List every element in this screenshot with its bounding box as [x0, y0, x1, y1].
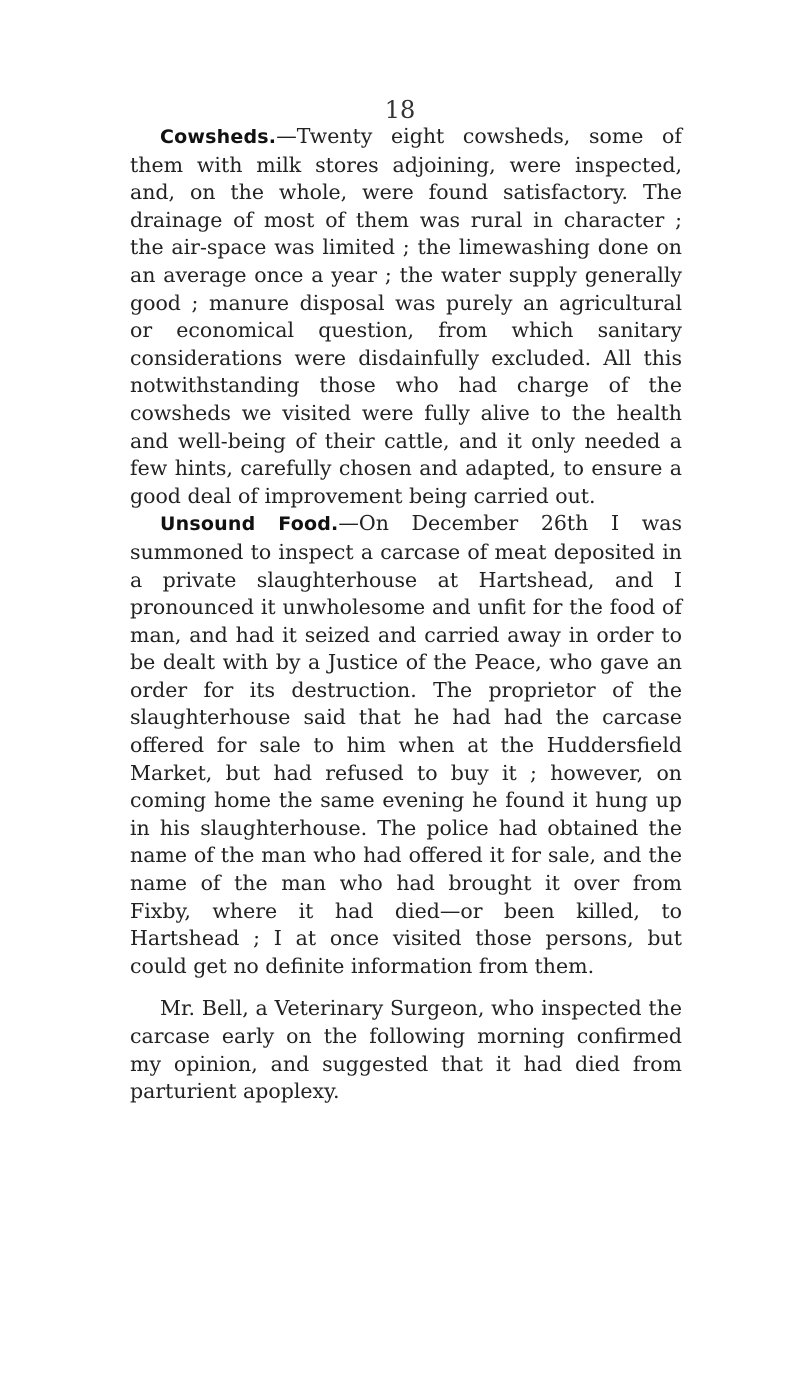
paragraph-text-unsound-food: —On December 26th I was summoned to inspect a carcase of meat deposited in a private slaughterhouse at Hartshead, and I pronounced it unwholesome and unfit for the food of man, and had it seized and carried away in order to be dealt with by a Justice of the Peace, who gave an order for its destruction. The proprietor of the slaughterhouse said that he had had the carcase offered for sale to him when at the Huddersfield Market, but had refused to buy it ; however, on coming home the same evening he found it hung up in his slaughterhouse. The police had obtained the name of the man who had offered it for sale, and the name of the man who had brought it over from Fixby, where it had died—or been killed, to Hartshead ; I at once visited those persons, but could get no definite information from them. — [130, 511, 682, 978]
body-text — [130, 123, 682, 1106]
paragraph-cowsheds — [130, 123, 682, 510]
section-heading-cowsheds: Cowsheds. — [160, 126, 277, 148]
paragraph-text-cowsheds: —Twenty eight cowsheds, some of them with milk stores adjoining, were inspected, and, on the whole, were found satisfactory. The drainage of most of them was rural in character ; the air-space was limited ; the limewashing done on an average once a year ; the water supply generally good ; manure disposal was purely an agricultural or economical question, from which sanitary considerations were disdainfully excluded. All this notwithstanding those who had charge of the cowsheds we visited were fully alive to the health and well-being of their cattle, and it only needed a few hints, carefully chosen and adapted, to ensure a good deal of improvement being carried out. — [130, 124, 682, 508]
paragraph-veterinary-opinion — [130, 995, 682, 1105]
section-heading-unsound-food: Unsound Food. — [160, 513, 339, 536]
paragraph-unsound-food — [130, 510, 682, 980]
page-number: 18 — [384, 96, 416, 124]
paragraph-text-veterinary-opinion: Mr. Bell, a Veterinary Surgeon, who inspected the carcase early on the following morning confirmed my opinion, and suggested that it had died from parturient apoplexy. — [130, 996, 682, 1104]
